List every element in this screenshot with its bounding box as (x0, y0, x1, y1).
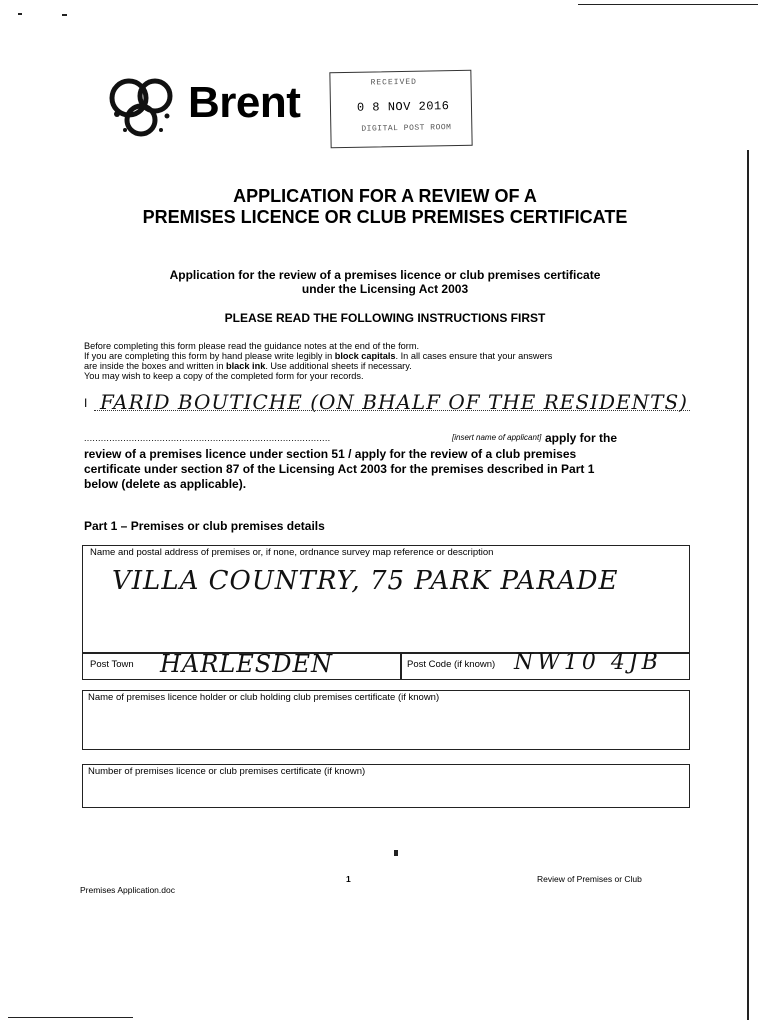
address-box[interactable] (82, 545, 690, 654)
page-title-line1: APPLICATION FOR A REVIEW OF A (233, 186, 537, 206)
applicant-body-line2: certificate under section 87 of the Licensing Act 2003 for the premises described in Part 1 (84, 462, 595, 476)
post-code-value[interactable]: NW10 4JB (514, 650, 662, 675)
brent-logo-icon (103, 68, 185, 140)
apply-for-text: apply for the (545, 431, 618, 445)
stamp-received: RECEIVED (370, 77, 418, 88)
footer-right: Review of Premises or Club (537, 874, 642, 884)
address-label: Name and postal address of premises or, if none, ordnance survey map reference or description (90, 547, 494, 558)
scan-mark (394, 850, 398, 856)
applicant-body-line1: review of a premises licence under section 51 / apply for the review of a club premises (84, 447, 577, 461)
instructions-heading: PLEASE READ THE FOLLOWING INSTRUCTIONS FIRST (224, 311, 546, 325)
applicant-prefix: I (84, 396, 88, 410)
page-number: 1 (346, 874, 351, 884)
subtitle-line1: Application for the review of a premises licence or club premises certificate (169, 268, 601, 282)
instruction-line: Before completing this form please read the guidance notes at the end of the form. (84, 341, 420, 351)
stamp-post-room: DIGITAL POST ROOM (361, 123, 452, 134)
post-town-value[interactable]: HARLESDEN (160, 650, 333, 678)
part1-heading: Part 1 – Premises or club premises details (84, 519, 325, 533)
post-code-label: Post Code (if known) (407, 659, 496, 670)
instruction-line: are inside the boxes and written in black ink. Use additional sheets if necessary. (84, 361, 412, 371)
scan-mark (8, 1017, 133, 1018)
licence-number-label: Number of premises licence or club premises certificate (if known) (88, 766, 366, 777)
received-stamp (329, 70, 472, 148)
applicant-name-dotted-line (94, 410, 690, 411)
scan-mark (62, 14, 67, 16)
footer-filename: Premises Application.doc (80, 885, 175, 895)
instruction-line: You may wish to keep a copy of the completed form for your records. (84, 371, 364, 381)
stamp-date: 0 8 NOV 2016 (356, 99, 450, 115)
scan-mark (18, 13, 22, 15)
applicant-name-handwritten[interactable]: FARID BOUTICHE (ON BHALF OF THE RESIDENTS) (100, 390, 688, 414)
scan-mark (578, 4, 758, 5)
applicant-body-line3: below (delete as applicable). (84, 477, 247, 491)
page-title-line2: PREMISES LICENCE OR CLUB PREMISES CERTIFICATE (142, 207, 628, 227)
applicant-dotted-line: ........................................................................................ (84, 433, 331, 443)
licence-holder-label: Name of premises licence holder or club holding club premises certificate (if known) (88, 692, 440, 703)
brent-logo-text: Brent (188, 78, 301, 127)
subtitle-line2: under the Licensing Act 2003 (301, 282, 469, 296)
insert-name-note: [insert name of applicant] (452, 433, 542, 442)
post-town-label: Post Town (90, 659, 134, 670)
instruction-line: If you are completing this form by hand please write legibly in block capitals. In all cases ensure that your answers (84, 351, 553, 361)
address-value[interactable]: VILLA COUNTRY, 75 PARK PARADE (112, 566, 619, 596)
